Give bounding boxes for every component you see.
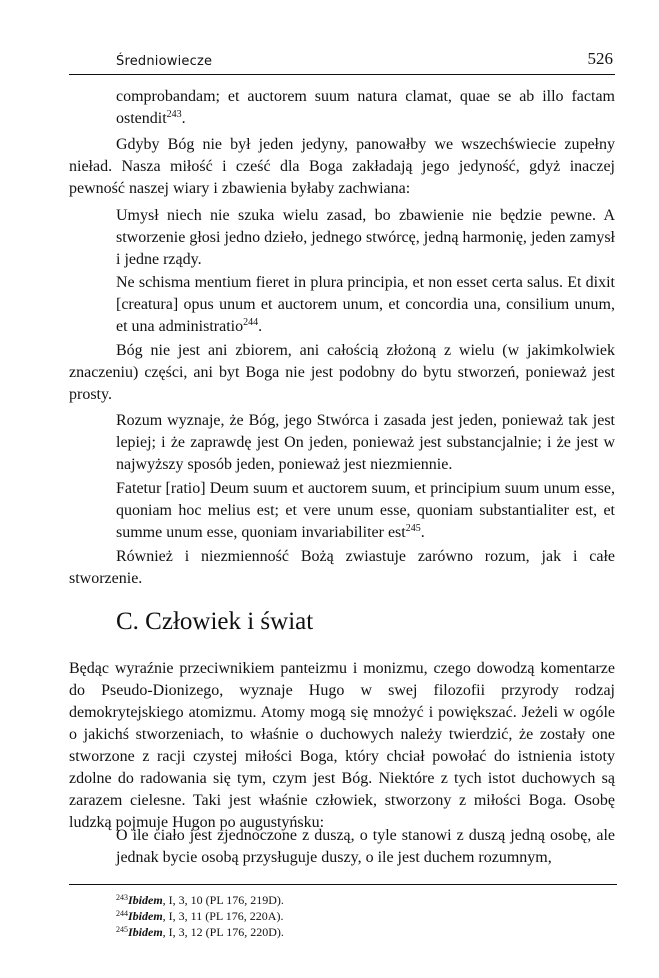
quote-2-para: Ne schisma mentium fieret in plura principia, et non esset certa salus. Et dixit [creatura] opus unum et auctorem unum, et concordia una, consilium unum, et una administratio$^{244}$. [116, 274, 615, 335]
footnote-ibidem: Ibidem [128, 893, 163, 907]
quote-4 [69, 478, 615, 544]
paragraph-1 [69, 134, 615, 200]
footnote-divider [69, 884, 617, 885]
footnote-ibidem: Ibidem [128, 909, 163, 923]
paragraph-2-text: Bóg nie jest ani zbiorem, ani całością złożoną z wielu (w jakimkolwiek znaczeniu) części, ani byt Boga nie jest podobny do bytu stworzeń, ponieważ jest prosty. [69, 342, 615, 403]
footnote-ibidem: Ibidem [128, 925, 163, 939]
paragraph-2 [69, 340, 615, 406]
footnotes [116, 892, 284, 940]
footnote-244 [116, 908, 284, 924]
quote-5 [69, 825, 615, 869]
footnote-ref-243: 243 [166, 109, 182, 120]
footnote-ref-244: 244 [243, 317, 259, 328]
page-number: 526 [587, 49, 613, 68]
footnote-243 [116, 892, 284, 908]
quote-1 [69, 205, 615, 271]
paragraph-3-text: Również i niezmienność Bożą zwiastuje zarówno rozum, jak i całe stworzenie. [69, 548, 615, 587]
quote-continuation-text: comprobandam; et auctorem suum natura clamat, quae se ab illo factam ostendit [116, 88, 615, 127]
quote-4-para: Fatetur [ratio] Deum suum et auctorem suum, et principium suum unum esse, quoniam hoc melius est; et vere unum esse, quoniam substantialiter est, et summe unum esse, quoniam invariabiliter est$^{245}$. [116, 480, 615, 541]
quote-3-text: Rozum wyznaje, że Bóg, jego Stwórca i zasada jest jeden, ponieważ tak jest lepiej; i że zaprawdę jest On jeden, ponieważ jest substancjalnie; i że jest w najwyższy sposób jeden, ponieważ jest niezmiennie. [116, 412, 615, 473]
quote-continuation: comprobandam; et auctorem suum natura clamat, quae se ab illo factam ostendit$^{243}$. [116, 88, 615, 127]
footnote-number: 245 [116, 925, 128, 934]
page-header [69, 49, 615, 75]
footnote-ref-245: 245 [405, 523, 421, 534]
quote-2 [69, 272, 615, 338]
quote-5-text: O ile ciało jest zjednoczone z duszą, o tyle stanowi z duszą jedną osobę, ale jednak bycie osobą przysługuje duszy, o ile jest duchem rozumnym, [116, 827, 615, 866]
footnote-number: 243 [116, 893, 128, 902]
continued-quote [69, 86, 615, 130]
footnote-reference: , I, 3, 10 (PL 176, 219D). [162, 893, 284, 907]
footnote-number: 244 [116, 909, 128, 918]
paragraph-1-text: Gdyby Bóg nie był jeden jedyny, panowałby we wszechświecie zupełny nieład. Nasza miłość i cześć dla Boga zakładają jego jedyność, gdyż inaczej pewność naszej wiary i zbawienia byłaby zachwiana: [69, 136, 615, 197]
quote-4-text: Fatetur [ratio] Deum suum et auctorem suum, et principium suum unum esse, quoniam hoc melius est; et vere unum esse, quoniam substantialiter est, et summe unum esse, quoniam invariabiliter est [116, 480, 615, 541]
footnote-reference: , I, 3, 11 (PL 176, 220A). [162, 909, 284, 923]
quote-2-text: Ne schisma mentium fieret in plura principia, et non esset certa salus. Et dixit [creatura] opus unum et auctorem unum, et concordia una, consilium unum, et una administratio [116, 274, 615, 335]
paragraph-3 [69, 546, 615, 590]
footnote-245 [116, 924, 284, 940]
footnote-reference: , I, 3, 12 (PL 176, 220D). [162, 925, 284, 939]
quote-1-text: Umysł niech nie szuka wielu zasad, bo zbawienie nie będzie pewne. A stworzenie głosi jedno dzieło, jednego stwórcę, jedną harmonię, jeden zamysł i jedne rządy. [116, 207, 615, 268]
running-title: Średniowiecze [116, 54, 213, 69]
paragraph-4 [69, 658, 615, 834]
paragraph-4-text: Będąc wyraźnie przeciwnikiem panteizmu i monizmu, czego dowodzą komentarze do Pseudo-Dionizego, wyznaje Hugo w swej filozofii przyrody rodzaj demokrytejskiego atomizmu. Atomy mogą się mnożyć i powiększać. Jeżeli w ogóle o jakichś stworzeniach, to właśnie o duchowych należy twierdzić, że zostały one stworzone z racji czystej miłości Boga, który chciał powołać do istnienia istoty zdolne do radowania się tym, czym jest Bóg. Niektóre z tych istot duchowych są zarazem cielesne. Taki jest właśnie człowiek, stworzony z miłości Boga. Osobę ludzką pojmuje Hugon po augustyńsku: [69, 660, 615, 831]
section-heading: C. Człowiek i świat [116, 608, 314, 635]
quote-3 [69, 410, 615, 476]
